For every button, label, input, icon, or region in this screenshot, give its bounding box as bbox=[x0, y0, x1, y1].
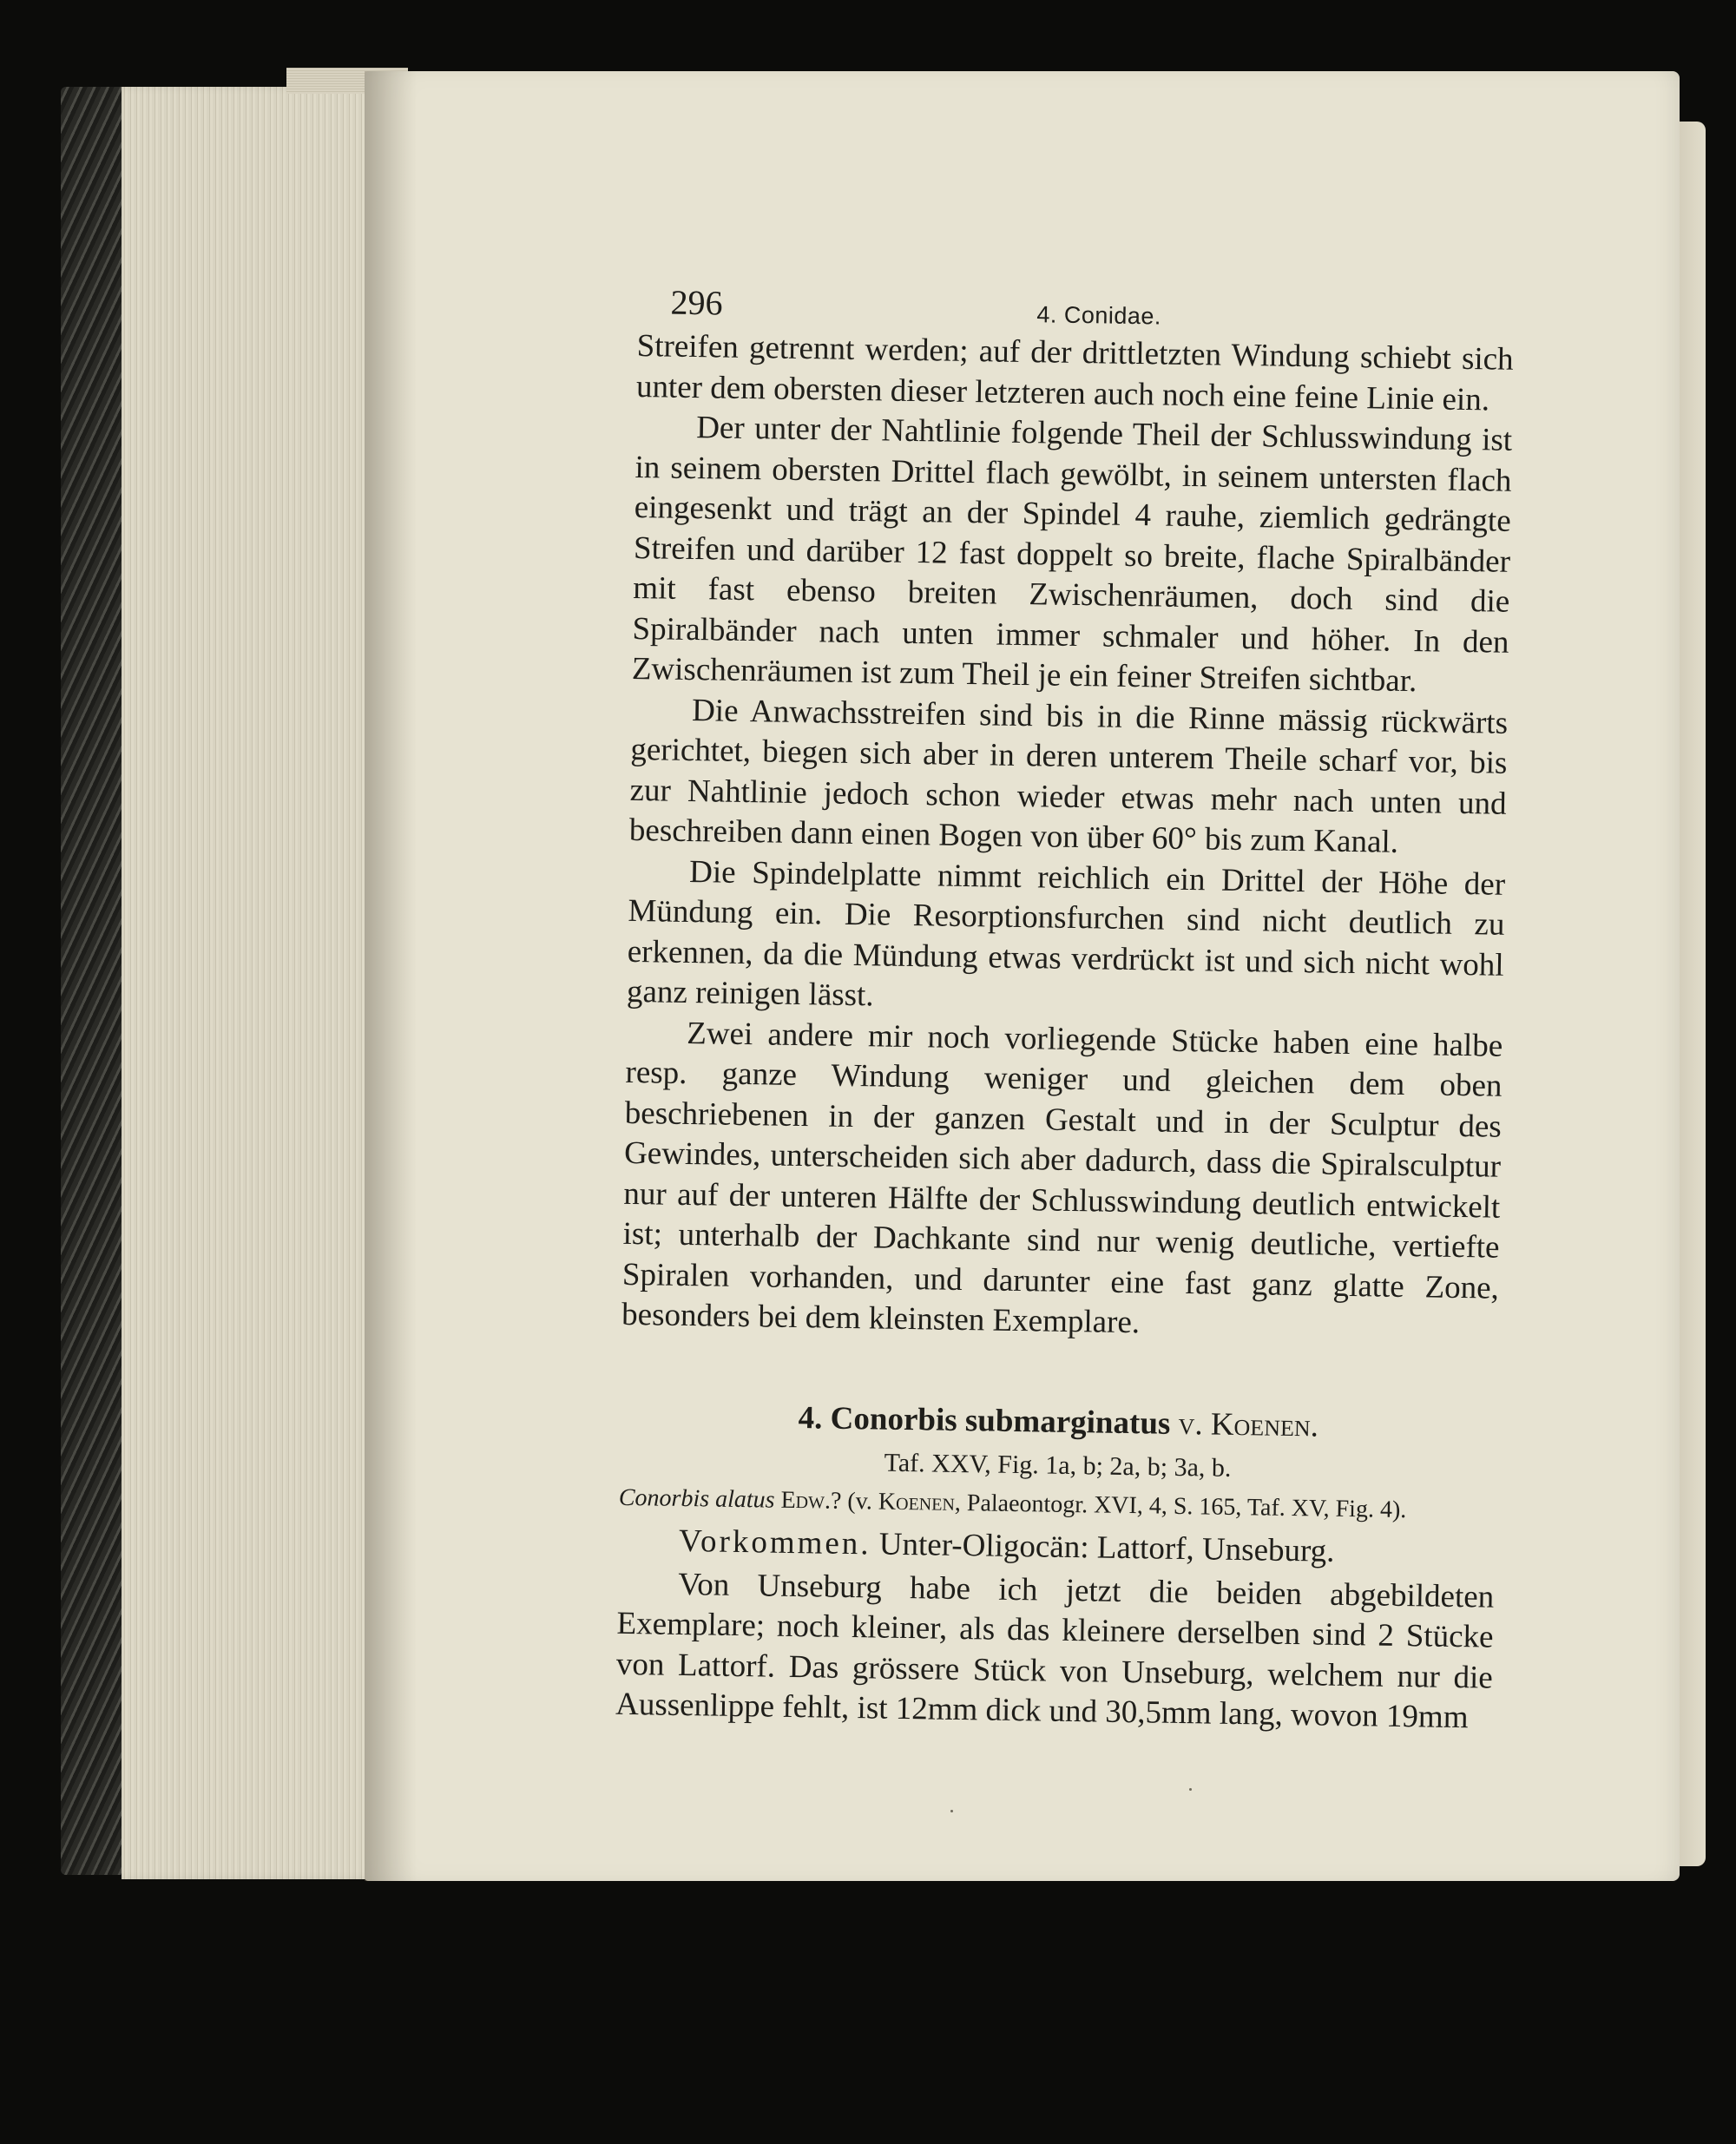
occurrence-text: Unter-Oligocän: Lattorf, Unseburg. bbox=[878, 1526, 1335, 1569]
running-title: 4. Conidae. bbox=[1036, 301, 1162, 330]
synonym-name: Conorbis alatus bbox=[618, 1483, 775, 1514]
plate-reference: Taf. XXV, Fig. 1a, b; 2a, b; 3a, b. bbox=[884, 1448, 1232, 1483]
synonym-ref-rest: Palaeontogr. XVI, 4, S. 165, Taf. XV, Fig. 4). bbox=[966, 1489, 1407, 1523]
species-author: v. Koenen. bbox=[1178, 1405, 1319, 1444]
paragraph: Zwei andere mir noch vorliegende Stücke haben eine halbe resp. ganze Windung weniger und gleichen dem oben beschriebenen in der ganzen Gestalt und in der Sculptur des Gewindes, unterscheiden sich aber dadurch, dass die Spiralsculptur nur auf der unteren Hälfte der Schlusswindung deutlich entwickelt ist; unterhalb der Dachkante sind nur wenig deutliche, vertiefte Spiralen vorhanden, und darunter eine fast ganz glatte Zone, besonders bei dem kleinsten Exemplare. bbox=[621, 1015, 1503, 1341]
paragraph: Der unter der Nahtlinie folgende Theil der Schlusswindung ist in seinem obersten Drittel flach gewölbt, in seinem untersten flach eingesenkt und trägt an der Spindel 4 rauhe, ziemlich gedrängte Streifen und darüber 12 fast doppelt so breite, flache Spiralbänder mit fast ebenso breiten Zwischenräumen, doch sind die Spiralbänder nach unten immer schmaler und höher. In den Zwischenräumen ist zum Theil je ein feiner Streifen sichtbar. bbox=[631, 410, 1513, 700]
synonym-ref-author: Koenen, bbox=[878, 1488, 962, 1516]
synonym-ref-open: (v. bbox=[847, 1487, 873, 1515]
occurrence-label: Vorkommen. bbox=[678, 1523, 871, 1562]
species-name: Conorbis submarginatus bbox=[830, 1400, 1171, 1442]
page-text bbox=[615, 276, 1515, 1739]
page-stack-edge bbox=[122, 87, 382, 1879]
species-number: 4. bbox=[798, 1399, 823, 1436]
paragraph: Streifen getrennt werden; auf der drittletzten Windung schiebt sich unter dem obersten dieser letzteren auch noch eine feine Linie ein. bbox=[635, 327, 1514, 418]
spine-shadow bbox=[365, 71, 417, 1881]
species-heading bbox=[620, 1396, 1497, 1447]
paragraph: Von Unseburg habe ich jetzt die beiden abgebildeten Exemplare; noch kleiner, als das kleinere derselben sind 2 Stücke von Lattorf. Das grössere Stück von Unseburg, welchem nur die Aussenlippe fehlt, ist 12mm dick und 30,5mm lang, wovon 19mm bbox=[615, 1566, 1495, 1736]
page-number: 296 bbox=[670, 282, 723, 323]
paragraph: Die Anwachsstreifen sind bis in die Rinne mässig rückwärts gerichtet, biegen sich aber in deren unterem Theile scharf vor, bis zur Nahtlinie jedoch schon wieder etwas mehr nach unten und beschreiben dann einen Bogen von über 60° bis zum Kanal. bbox=[628, 692, 1509, 860]
paper-speck bbox=[950, 1810, 953, 1812]
synonym-author: Edw.? bbox=[780, 1486, 842, 1515]
paper-speck bbox=[1189, 1788, 1192, 1791]
paragraph: Die Spindelplatte nimmt reichlich ein Drittel der Höhe der Mündung ein. Die Resorptionsfurchen sind nicht deutlich zu erkennen, da die Mündung etwas verdrückt ist und sich nicht wohl ganz reinigen lässt. bbox=[626, 853, 1506, 1014]
